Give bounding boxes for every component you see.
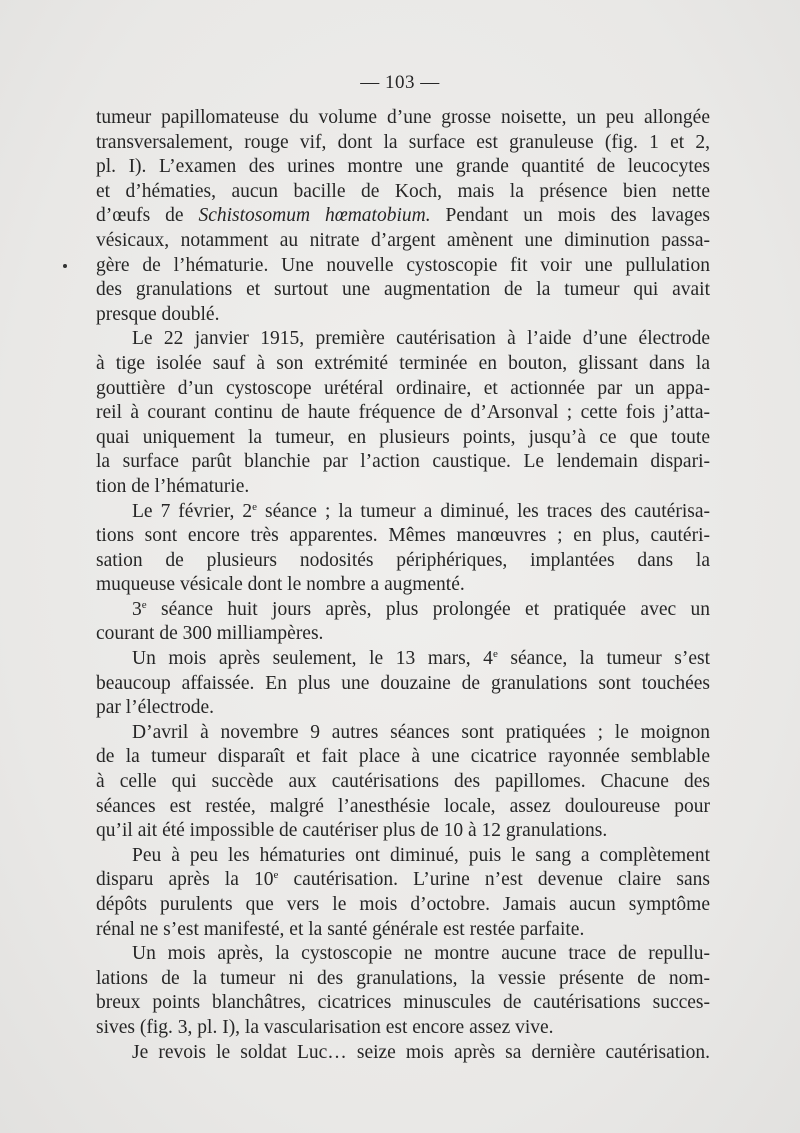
text-line: dépôts purulents que vers le mois d’octobre. Jamais aucun symptôme <box>96 894 710 915</box>
text-line: beaucoup affaissée. En plus une douzaine de granulations sont touchées <box>96 672 710 694</box>
text-line: d’œufs de Schistosomum hœmatobium. Pendant un mois des lavages <box>96 205 710 227</box>
body-text <box>96 106 710 1065</box>
text-line: breux points blanchâtres, cicatrices minuscules de cautérisations succes- <box>96 992 710 1014</box>
text-line: gère de l’hématurie. Une nouvelle cystoscopie fit voir une pullulation <box>96 254 710 276</box>
text-line: sation de plusieurs nodosités périphériques, implantées dans la <box>96 549 710 571</box>
margin-mark <box>63 264 67 268</box>
text-line: à celle qui succède aux cautérisations des papillomes. Chacune des <box>96 771 710 793</box>
paragraph-3 <box>96 500 710 598</box>
text-line: Peu à peu les hématuries ont diminué, puis le sang a complètement <box>132 844 710 866</box>
text-line: séances est restée, malgré l’anesthésie locale, assez douloureuse pour <box>96 795 710 817</box>
species-name: Schistosomum hœmatobium. <box>198 205 431 227</box>
paragraph-9 <box>96 1041 710 1066</box>
paragraph-8 <box>96 942 710 1040</box>
text-line: Le 22 janvier 1915, première cautérisation à l’aide d’une électrode <box>132 328 710 350</box>
text-line: gouttière d’un cystoscope urétéral ordinaire, et actionnée par un appa- <box>96 377 710 399</box>
text-line: lations de la tumeur ni des granulations, la vessie présente de nom- <box>96 967 710 989</box>
text-line: par l’électrode. <box>96 697 215 719</box>
text-line: sives (fig. 3, pl. I), la vascularisation est encore assez vive. <box>96 1016 554 1038</box>
paragraph-4 <box>96 598 710 647</box>
text-line: tion de l’hématurie. <box>96 475 250 497</box>
text-line: la surface parût blanchie par l’action caustique. Le lendemain dispari- <box>96 451 710 473</box>
text-line: transversalement, rouge vif, dont la surface est granuleuse (fig. 1 et 2, <box>96 131 710 153</box>
text-line: courant de 300 milliampères. <box>96 623 324 645</box>
paragraph-5 <box>96 647 710 721</box>
text-line: à tige isolée sauf à son extrémité terminée en bouton, glissant dans la <box>96 352 710 374</box>
text-line: vésicaux, notamment au nitrate d’argent amènent une diminution passa- <box>96 229 710 251</box>
text-line: quai uniquement la tumeur, en plusieurs points, jusqu’à ce que toute <box>96 426 710 448</box>
text-line: de la tumeur disparaît et fait place à une cicatrice rayonnée semblable <box>96 746 710 768</box>
text-line: Le 7 février, 2e séance ; la tumeur a diminué, les traces des cautérisa- <box>132 500 710 522</box>
text-line: des granulations et surtout une augmentation de la tumeur qui avait <box>96 279 710 301</box>
text-line: reil à courant continu de haute fréquence de d’Arsonval ; cette fois j’atta- <box>96 402 710 424</box>
text-line: 3e séance huit jours après, plus prolongée et pratiquée avec un <box>132 598 710 620</box>
paragraph-6 <box>96 721 710 844</box>
paragraph-7 <box>96 844 710 942</box>
text-line: Un mois après seulement, le 13 mars, 4e séance, la tumeur s’est <box>132 648 710 670</box>
page-number: — 103 — <box>360 72 440 93</box>
text-line: qu’il ait été impossible de cautériser plus de 10 à 12 granulations. <box>96 820 608 842</box>
text-line: muqueuse vésicale dont le nombre a augmenté. <box>96 574 465 596</box>
text-line: rénal ne s’est manifesté, et la santé générale est restée parfaite. <box>96 918 585 940</box>
text-line: tions sont encore très apparentes. Mêmes manœuvres ; en plus, cautéri- <box>96 525 710 547</box>
paragraph-1 <box>96 106 710 327</box>
text-line: D’avril à novembre 9 autres séances sont pratiquées ; le moignon <box>132 721 710 743</box>
text-line: Je revois le soldat Luc… seize mois après sa dernière cautérisation. <box>132 1041 710 1063</box>
text-line: et d’hématies, aucun bacille de Koch, mais la présence bien nette <box>96 180 710 202</box>
paragraph-2 <box>96 327 710 499</box>
text-line: Un mois après, la cystoscopie ne montre aucune trace de repullu- <box>132 943 710 965</box>
text-line: presque doublé. <box>96 303 220 325</box>
text-line: tumeur papillomateuse du volume d’une grosse noisette, un peu allongée <box>96 107 710 128</box>
text-line: disparu après la 10e cautérisation. L’urine n’est devenue claire sans <box>96 869 710 891</box>
text-line: pl. I). L’examen des urines montre une grande quantité de leucocytes <box>96 156 710 178</box>
